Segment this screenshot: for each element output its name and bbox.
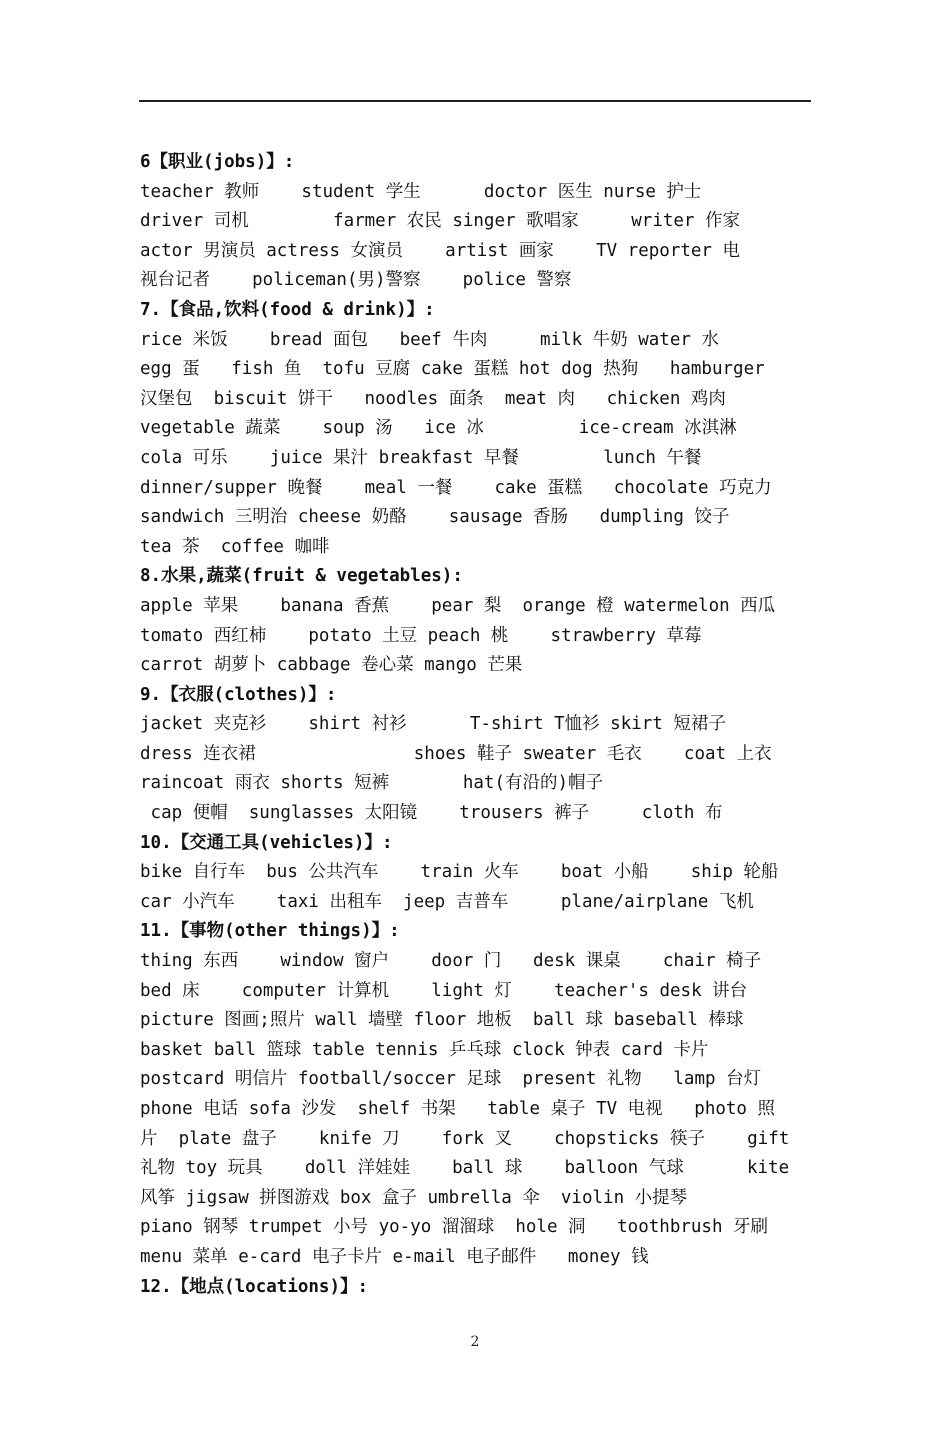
- section-heading: 9.【衣服(clothes)】:: [140, 684, 337, 705]
- header-rule: [139, 100, 811, 102]
- vocabulary-line: dinner/supper 晚餐 meal 一餐 cake 蛋糕 chocolate 巧克力: [140, 477, 772, 498]
- vocabulary-line: carrot 胡萝卜 cabbage 卷心菜 mango 芒果: [140, 655, 523, 676]
- vocabulary-line: menu 菜单 e-card 电子卡片 e-mail 电子邮件 money 钱: [140, 1246, 649, 1267]
- vocabulary-line: 礼物 toy 玩具 doll 洋娃娃 ball 球 balloon 气球 kite: [140, 1158, 790, 1179]
- vocabulary-line: tomato 西红柿 potato 土豆 peach 桃 strawberry 草莓: [140, 625, 702, 646]
- section-heading: 7.【食品,饮料(food & drink)】:: [140, 299, 435, 320]
- section-heading: 8.水果,蔬菜(fruit & vegetables):: [140, 566, 463, 587]
- vocabulary-line: picture 图画;照片 wall 墙壁 floor 地板 ball 球 baseball 棒球: [140, 1010, 744, 1031]
- vocabulary-line: car 小汽车 taxi 出租车 jeep 吉普车 plane/airplane 飞机: [140, 891, 754, 912]
- section-heading: 12.【地点(locations)】:: [140, 1276, 369, 1297]
- vocabulary-line: basket ball 篮球 table tennis 乒乓球 clock 钟表 card 卡片: [140, 1039, 709, 1060]
- vocabulary-line: bed 床 computer 计算机 light 灯 teacher's desk 讲台: [140, 980, 748, 1001]
- vocabulary-line: dress 连衣裙 shoes 鞋子 sweater 毛衣 coat 上衣: [140, 743, 772, 764]
- vocabulary-line: apple 苹果 banana 香蕉 pear 梨 orange 橙 watermelon 西瓜: [140, 595, 776, 616]
- vocabulary-line: 汉堡包 biscuit 饼干 noodles 面条 meat 肉 chicken 鸡肉: [140, 388, 726, 409]
- vocabulary-line: piano 钢琴 trumpet 小号 yo-yo 溜溜球 hole 洞 toothbrush 牙刷: [140, 1217, 769, 1238]
- vocabulary-line: 片 plate 盘子 knife 刀 fork 叉 chopsticks 筷子 gift: [140, 1128, 790, 1149]
- vocabulary-line: bike 自行车 bus 公共汽车 train 火车 boat 小船 ship 轮船: [140, 862, 779, 883]
- vocabulary-line: teacher 教师 student 学生 doctor 医生 nurse 护士: [140, 181, 702, 202]
- vocabulary-line: actor 男演员 actress 女演员 artist 画家 TV reporter 电: [140, 240, 741, 261]
- vocabulary-line: phone 电话 sofa 沙发 shelf 书架 table 桌子 TV 电视 photo 照: [140, 1099, 776, 1119]
- vocabulary-line: sandwich 三明治 cheese 奶酪 sausage 香肠 dumpling 饺子: [140, 507, 730, 528]
- vocabulary-line: cap 便帽 sunglasses 太阳镜 trousers 裤子 cloth 布: [140, 803, 723, 824]
- vocabulary-line: jacket 夹克衫 shirt 衬衫 T-shirt T恤衫 skirt 短裙子: [140, 714, 726, 735]
- vocabulary-line: driver 司机 farmer 农民 singer 歌唱家 writer 作家: [140, 211, 741, 232]
- vocabulary-line: 风筝 jigsaw 拼图游戏 box 盒子 umbrella 伞 violin 小提琴: [140, 1187, 688, 1208]
- section-heading: 6【职业(jobs)】:: [140, 152, 295, 172]
- vocabulary-line: cola 可乐 juice 果汁 breakfast 早餐 lunch 午餐: [140, 447, 702, 468]
- vocabulary-line: tea 茶 coffee 咖啡: [140, 536, 330, 557]
- vocabulary-line: 视台记者 policeman(男)警察 police 警察: [140, 270, 572, 291]
- page-number: 2: [470, 1334, 480, 1350]
- vocabulary-line: raincoat 雨衣 shorts 短裤 hat(有沿的)帽子: [140, 773, 604, 794]
- vocabulary-line: egg 蛋 fish 鱼 tofu 豆腐 cake 蛋糕 hot dog 热狗 hamburger: [140, 359, 765, 380]
- section-heading: 11.【事物(other things)】:: [140, 921, 400, 942]
- vocabulary-line: postcard 明信片 football/soccer 足球 present 礼物 lamp 台灯: [140, 1069, 762, 1090]
- section-heading: 10.【交通工具(vehicles)】:: [140, 832, 393, 853]
- vocabulary-line: rice 米饭 bread 面包 beef 牛肉 milk 牛奶 water 水: [140, 329, 719, 350]
- vocabulary-line: vegetable 蔬菜 soup 汤 ice 冰 ice-cream 冰淇淋: [140, 418, 737, 439]
- vocabulary-text-body: [140, 148, 812, 1302]
- vocabulary-line: thing 东西 window 窗户 door 门 desk 课桌 chair 椅子: [140, 951, 762, 972]
